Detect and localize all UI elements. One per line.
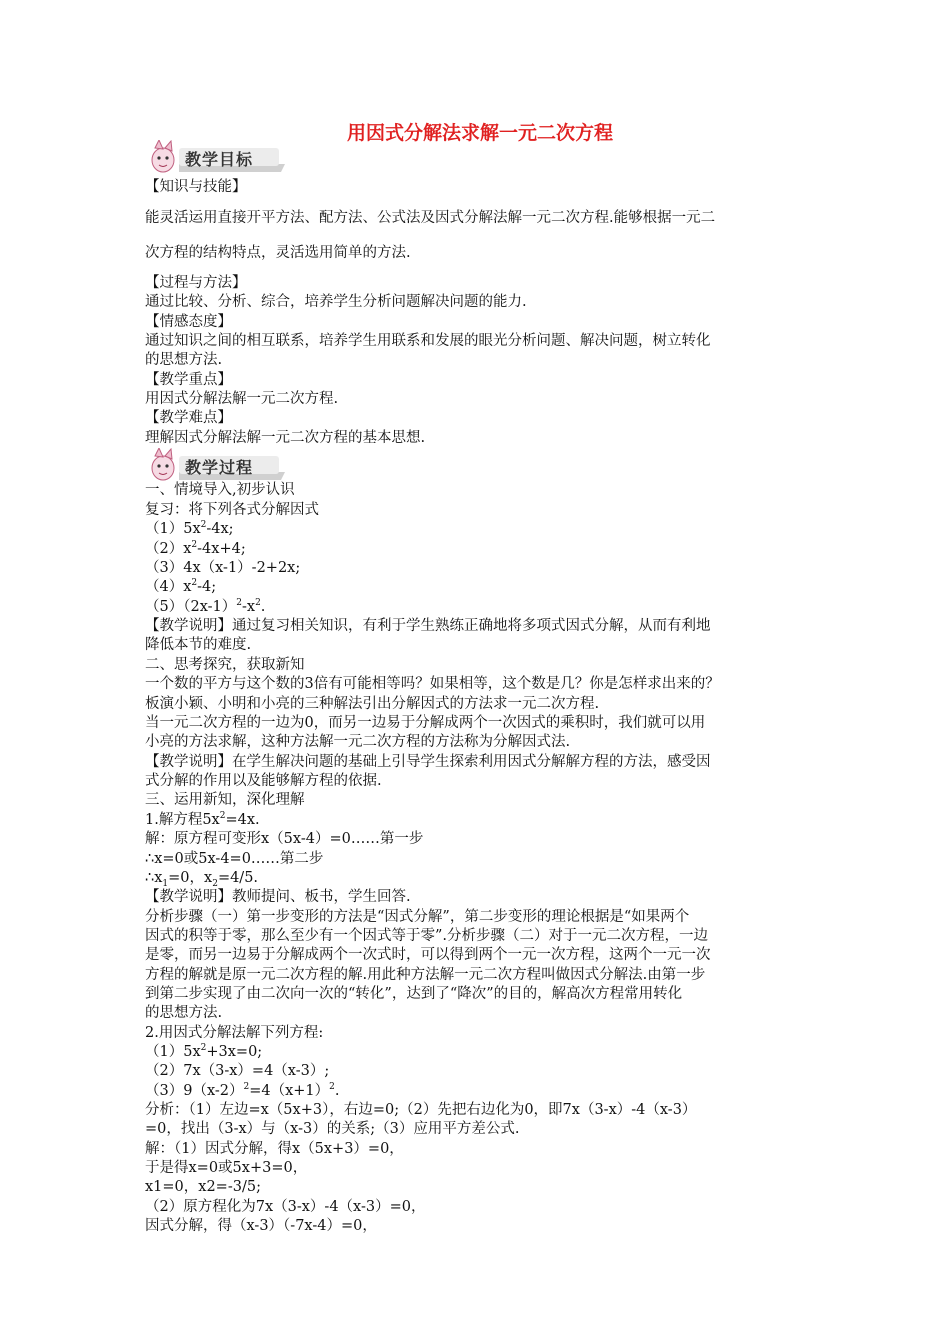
subscript: 2 [212, 878, 218, 889]
text-line [145, 1043, 262, 1062]
text-line: 于是得x=0或5x+3=0， [145, 1160, 308, 1176]
text-line: 【情感态度】 [145, 314, 232, 330]
text-line: （2）原方程化为7x（3-x）-4（x-3）=0， [145, 1199, 426, 1215]
subscript: 1 [162, 878, 169, 889]
text-line: 【教学说明】教师提问、板书，学生回答. [145, 889, 411, 905]
superscript: 2 [200, 1043, 207, 1054]
text-line: 解：原方程可变形x（5x-4）=0……第一步 [145, 831, 424, 847]
text-segment: （2）x [145, 541, 192, 557]
text-line: 三、运用新知，深化理解 [145, 792, 305, 808]
text-line [145, 578, 216, 597]
text-segment: （1）5x [145, 1044, 201, 1060]
text-segment: -4; [197, 579, 217, 595]
text-segment: （4）x [145, 579, 192, 595]
text-line: 因式的积等于零，那么至少有一个因式等于零”.分析步骤（二）对于一元二次方程，一边 [145, 928, 709, 944]
text-line: ∴x=0或5x-4=0……第二步 [145, 851, 324, 867]
banner-label: 教学目标 [185, 150, 254, 169]
text-line: 一、情境导入,初步认识 [145, 482, 295, 498]
text-line [145, 869, 258, 888]
superscript: 2 [191, 578, 198, 589]
text-segment: -4x; [206, 521, 234, 537]
text-line: 【过程与方法】 [145, 275, 247, 291]
text-line: 的思想方法. [145, 1005, 223, 1021]
superscript: 2 [255, 598, 261, 609]
superscript: 2 [243, 1082, 250, 1093]
text-line: 式分解的作用以及能够解方程的依据. [145, 773, 382, 789]
text-segment: （3）9（x-2） [145, 1083, 244, 1099]
text-line: 复习：将下列各式分解因式 [145, 502, 319, 518]
text-segment: =0，x [168, 870, 213, 886]
text-line: 降低本节的难度. [145, 637, 252, 653]
text-line: 二、思考探究，获取新知 [145, 657, 305, 673]
text-segment: （5）（2x-1） [145, 599, 237, 615]
text-line: 到第二步实现了由二次向一次的“转化”，达到了“降次”的目的，解高次方程常用转化 [145, 986, 683, 1002]
superscript: 2 [219, 811, 226, 822]
text-line: 的思想方法. [145, 352, 223, 368]
text-line [145, 540, 246, 559]
superscript: 2 [191, 540, 198, 551]
text-segment: ∴x [145, 870, 163, 886]
text-line: 通过比较、分析、综合，培养学生分析问题解决问题的能力. [145, 294, 527, 310]
text-segment: =4x. [225, 812, 260, 828]
text-line: 方程的解就是原一元二次方程的解.用此种方法解一元二次方程叫做因式分解法.由第一步 [145, 967, 706, 983]
superscript: 2 [236, 598, 242, 609]
section-banner-process [145, 448, 285, 482]
text-line: 【教学难点】 [145, 410, 232, 426]
text-line: 当一元二次方程的一边为0，而另一边易于分解成两个一次因式的乘积时，我们就可以用 [145, 715, 706, 731]
text-segment: 1.解方程5x [145, 812, 220, 828]
text-line: 小亮的方法求解，这种方法解一元二次方程的方法称为分解因式法. [145, 734, 571, 750]
text-segment: . [334, 1083, 340, 1099]
text-segment: -4x+4; [197, 541, 246, 557]
text-line [145, 811, 260, 830]
banner-label: 教学过程 [185, 458, 254, 477]
text-segment: =4（x+1） [249, 1083, 330, 1099]
text-line: 分析：（1）左边=x（5x+3），右边=0;（2）先把右边化为0，即7x（3-x）-4（x-3） [145, 1102, 697, 1118]
text-line: 【知识与技能】 [145, 179, 247, 195]
text-segment: -x [241, 599, 256, 615]
text-line: 【教学重点】 [145, 372, 232, 388]
text-line: 一个数的平方与这个数的3倍有可能相等吗？如果相等，这个数是几？你是怎样求出来的？ [145, 676, 720, 692]
text-line: 是零，而另一边易于分解成两个一次式时，可以得到两个一元一次方程，这两个一元一次 [145, 947, 711, 963]
text-line: =0，找出（3-x）与（x-3）的关系;（3）应用平方差公式. [145, 1121, 520, 1137]
text-line: 【教学说明】通过复习相关知识，有利于学生熟练正确地将多项式因式分解，从而有利地 [145, 618, 711, 634]
text-line: 分析步骤（一）第一步变形的方法是“因式分解”，第二步变形的理论根据是“如果两个 [145, 909, 690, 925]
text-line [145, 598, 265, 617]
text-line: 解：（1）因式分解，得x（5x+3）=0， [145, 1141, 404, 1157]
text-line: 2.用因式分解法解下列方程: [145, 1025, 324, 1041]
text-segment: . [260, 599, 266, 615]
text-line: （2）7x（3-x）=4（x-3）; [145, 1063, 330, 1079]
superscript: 2 [329, 1082, 335, 1093]
text-line [145, 1082, 340, 1101]
text-line [145, 520, 234, 539]
text-line: x1=0，x2=-3/5; [145, 1179, 261, 1195]
text-line: 因式分解，得（x-3）（-7x-4）=0， [145, 1218, 377, 1234]
text-line: 通过知识之间的相互联系，培养学生用联系和发展的眼光分析问题、解决问题，树立转化 [145, 333, 711, 349]
text-line: 板演小颖、小明和小亮的三种解法引出分解因式的方法求一元二次方程. [145, 696, 600, 712]
page-title: 用因式分解法求解一元二次方程 [346, 122, 613, 144]
text-line: 次方程的结构特点，灵活选用简单的方法. [145, 245, 411, 261]
text-segment: +3x=0; [206, 1044, 263, 1060]
text-line: （3）4x（x-1）-2+2x; [145, 560, 301, 576]
text-line: 【教学说明】在学生解决问题的基础上引导学生探索利用因式分解解方程的方法，感受因 [145, 754, 711, 770]
text-line: 理解因式分解法解一元二次方程的基本思想. [145, 430, 426, 446]
text-segment: =4/5. [217, 870, 259, 886]
superscript: 2 [200, 520, 207, 531]
section-banner-objectives [145, 140, 285, 174]
text-line: 用因式分解法解一元二次方程. [145, 391, 339, 407]
text-line: 能灵活运用直接开平方法、配方法、公式法及因式分解法解一元二次方程.能够根据一元二 [145, 210, 716, 226]
text-segment: （1）5x [145, 521, 201, 537]
